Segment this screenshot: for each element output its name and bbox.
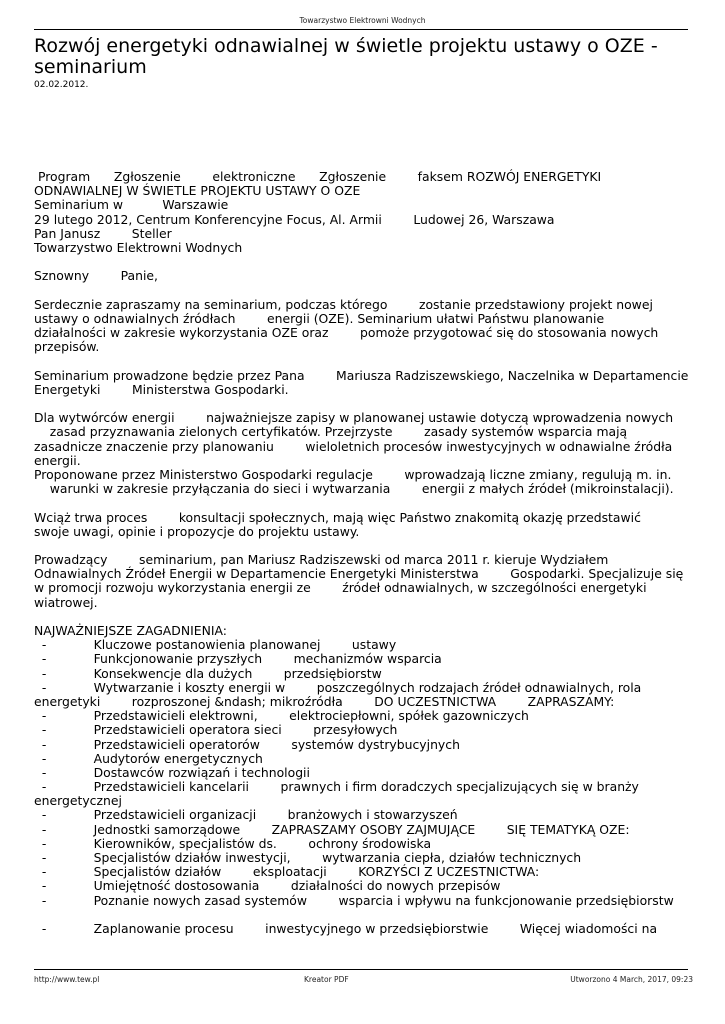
footer-url-link[interactable]: http://www.tew.pl — [34, 975, 100, 984]
body-line: - Umiejętność dostosowania działalności do nowych przepisów — [34, 878, 501, 894]
body-line: - Przedstawicieli operatora sieci przesyłowych — [34, 722, 398, 738]
body-line: energetycznej — [34, 793, 122, 809]
blank-line — [34, 908, 694, 922]
title-line-1: Rozwój energetyki odnawialnej w świetle projektu ustawy o OZE - — [34, 35, 658, 57]
body-line: działalności w zakresie wykorzystania OZE oraz pomoże przygotować się do stosowania nowych — [34, 325, 659, 341]
body-line: Towarzystwo Elektrowni Wodnych — [34, 239, 243, 255]
body-line: - Dostawców rozwiązań i technologii — [34, 764, 310, 780]
body-line: Seminarium prowadzone będzie przez Pana Mariusza Radziszewskiego, Naczelnika w Departamencie — [34, 367, 689, 383]
title-line-2: seminarium — [34, 56, 147, 78]
body-line: zasad przyznawania zielonych certyfikatów. Przejrzyste zasady systemów wsparcia mają — [34, 424, 628, 440]
blank-line — [34, 496, 694, 510]
body-line: Sznowny Panie, — [34, 268, 158, 284]
blank-line — [34, 284, 694, 298]
blank-line — [34, 610, 694, 624]
blank-line — [34, 255, 694, 269]
document-body — [34, 170, 694, 936]
body-line: energii. — [34, 452, 81, 468]
body-line: swoje uwagi, opinie i propozycje do projektu ustawy. — [34, 523, 360, 539]
body-line: - Przedstawicieli elektrowni, elektrociepłowni, spółek gazowniczych — [34, 708, 529, 724]
body-line: w promocji rozwoju wykorzystania energii ze źródeł odnawialnych, w szczególności energetyki — [34, 580, 647, 596]
body-line: Odnawialnych Źródeł Energii w Departamencie Energetyki Ministerstwa Gospodarki. Specjalizuje się — [34, 566, 684, 582]
footer-generator: Kreator PDF — [304, 975, 349, 984]
body-line: - Specjalistów działów inwestycji, wytwarzania ciepła, działów technicznych — [34, 850, 582, 865]
body-line: Prowadzący seminarium, pan Mariusz Radziszewski od marca 2011 r. kieruje Wydziałem — [34, 552, 609, 568]
blank-line — [34, 397, 694, 411]
body-line: - Przedstawicieli kancelarii prawnych i firm doradczych specjalizujących się w branży — [34, 779, 639, 795]
body-line: ODNAWIALNEJ W ŚWIETLE PROJEKTU USTAWY O OZE — [34, 183, 361, 199]
body-line: Wciąż trwa proces konsultacji społecznych, mają więc Państwo znakomitą okazję przedstawić — [34, 509, 641, 525]
body-line: NAJWAŻNIEJSZE ZAGADNIENIA: — [34, 623, 227, 638]
page-header: Towarzystwo Elektrowni Wodnych — [299, 16, 426, 25]
body-line: Serdecznie zapraszamy na seminarium, podczas którego zostanie przedstawiony projekt nowej — [34, 296, 653, 312]
header-divider — [34, 29, 688, 30]
document-title — [34, 36, 674, 78]
body-line: - Funkcjonowanie przyszłych mechanizmów wsparcia — [34, 651, 442, 667]
body-line: - Przedstawicieli operatorów systemów dystrybucyjnych — [34, 736, 460, 752]
body-line: przepisów. — [34, 339, 100, 355]
document-date: 02.02.2012. — [34, 80, 89, 90]
body-line: wiatrowej. — [34, 594, 98, 610]
body-line: - Konsekwencje dla dużych przedsiębiorstw — [34, 665, 382, 681]
body-line: warunki w zakresie przyłączania do sieci i wytwarzania energii z małych źródeł (mikroinstalacji). — [34, 481, 674, 497]
body-line: - Specjalistów działów eksploatacji KORZYŚCI Z UCZESTNICTWA: — [34, 864, 540, 880]
body-line: Proponowane przez Ministerstwo Gospodarki regulacje wprowadzają liczne zmiany, regulują m. in. — [34, 466, 672, 482]
blank-line — [34, 354, 694, 368]
body-line: Dla wytwórców energii najważniejsze zapisy w planowanej ustawie dotyczą wprowadzenia nowych — [34, 410, 674, 426]
body-line: Energetyki Ministerstwa Gospodarki. — [34, 381, 289, 397]
body-line: energetyki rozproszonej &ndash; mikroźródła DO UCZESTNICTWA ZAPRASZAMY: — [34, 693, 615, 709]
body-line: Program Zgłoszenie elektroniczne Zgłoszenie faksem ROZWÓJ ENERGETYKI — [34, 169, 602, 184]
blank-line — [34, 539, 694, 553]
footer-divider — [34, 969, 688, 970]
body-line: - Zaplanowanie procesu inwestycyjnego w przedsiębiorstwie Więcej wiadomości na — [34, 920, 658, 936]
body-line: - Poznanie nowych zasad systemów wsparcia i wpływu na funkcjonowanie przedsiębiorstw — [34, 892, 674, 908]
body-line: - Jednostki samorządowe ZAPRASZAMY OSOBY ZAJMUJĄCE SIĘ TEMATYKĄ OZE: — [34, 821, 630, 837]
body-line: Seminarium w Warszawie — [34, 197, 229, 213]
footer-created: Utworzono 4 March, 2017, 09:23 — [570, 975, 693, 984]
body-line: 29 lutego 2012, Centrum Konferencyjne Focus, Al. Armii Ludowej 26, Warszawa — [34, 211, 555, 227]
body-line: Pan Janusz Steller — [34, 225, 172, 241]
body-line: - Kierowników, specjalistów ds. ochrony środowiska — [34, 835, 432, 851]
body-line: - Wytwarzanie i koszty energii w poszczególnych rodzajach źródeł odnawialnych, rola — [34, 679, 642, 695]
body-line: - Kluczowe postanowienia planowanej ustawy — [34, 637, 397, 653]
body-line: ustawy o odnawialnych źródłach energii (OZE). Seminarium ułatwi Państwu planowanie — [34, 310, 605, 326]
body-line: zasadnicze znaczenie przy planowaniu wieloletnich procesów inwestycyjnych w odnawialne źródła — [34, 438, 673, 454]
body-line: - Audytorów energetycznych — [34, 750, 263, 766]
body-line: - Przedstawicieli organizacji branżowych i stowarzyszeń — [34, 807, 458, 823]
